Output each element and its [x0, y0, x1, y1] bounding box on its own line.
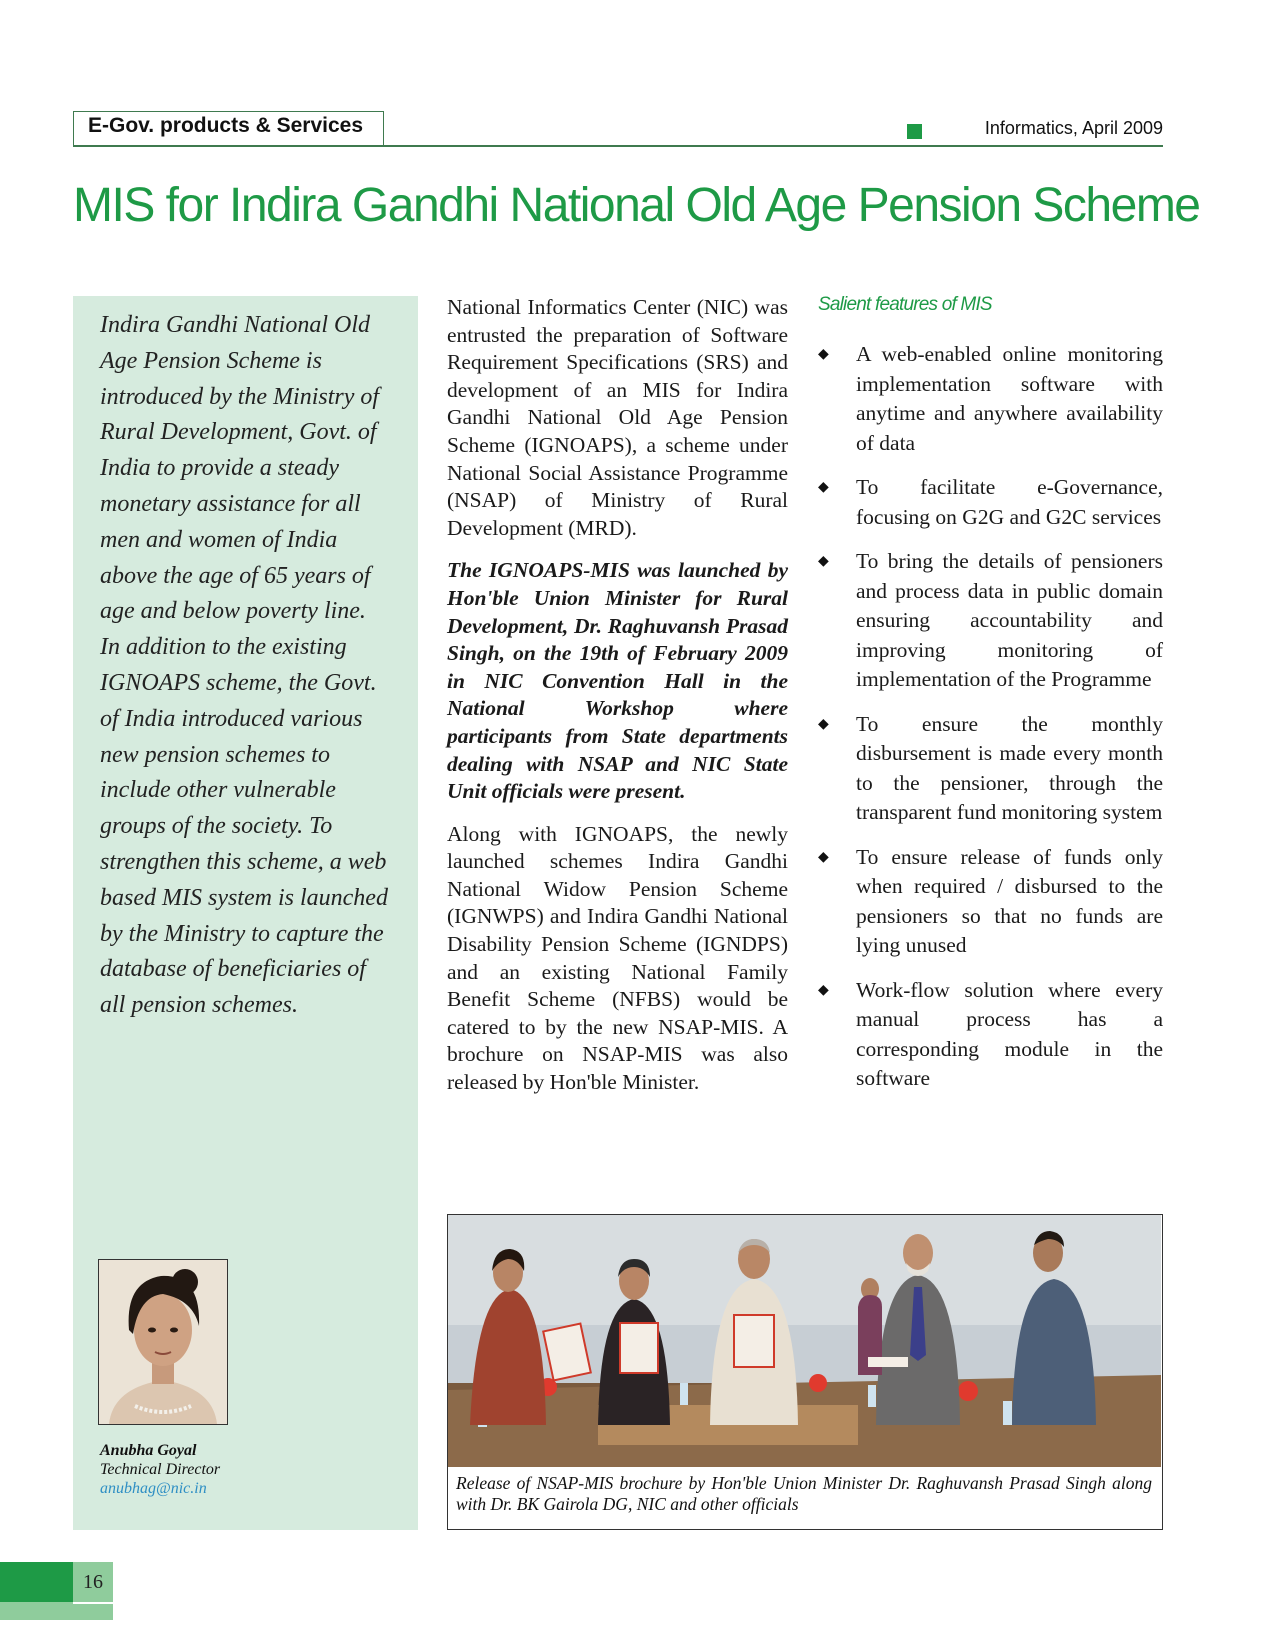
diamond-bullet-icon: ◆	[818, 480, 829, 495]
body-paragraph: National Informatics Center (NIC) was entrusted the preparation of Software Requirement Specifications (SRS) and development of an MIS for Indira Gandhi National Old Age Pension Scheme (IGNOAPS), a scheme under National Social Assistance Programme (NSAP) of Ministry of Rural Development (MRD).	[447, 295, 788, 540]
feature-text: To facilitate e-Governance, focusing on G2G and G2C services	[856, 475, 1163, 529]
photo-figure	[447, 1214, 1163, 1530]
feature-text: Work-flow solution where every manual process has a corresponding module in the software	[856, 977, 1163, 1090]
feature-text: A web-enabled online monitoring implementation software with anytime and anywhere availability of data	[856, 342, 1163, 455]
header-square-marker	[907, 124, 922, 139]
feature-item	[818, 976, 1163, 1094]
diamond-bullet-icon: ◆	[818, 347, 829, 362]
body-paragraph: Along with IGNOAPS, the newly launched schemes Indira Gandhi National Widow Pension Scheme (IGNWPS) and Indira Gandhi National Disability Pension Scheme (IGNDPS) and an existing National Family Benefit Scheme (NFBS) would be catered to by the new NSAP-MIS. A brochure on NSAP-MIS was also released by Hon'ble Minister.	[447, 821, 788, 1095]
author-email-link[interactable]: anubhag@nic.in	[100, 1480, 207, 1497]
feature-item	[818, 340, 1163, 458]
feature-text: To ensure the monthly disbursement is made every month to the pensioner, through the transparent fund monitoring system	[856, 711, 1163, 824]
feature-text: To bring the details of pensioners and process data in public domain ensuring accountability and improving monitoring of implementation of the Programme	[856, 549, 1163, 691]
feature-item	[818, 843, 1163, 961]
feature-item	[818, 473, 1163, 532]
features-heading: Salient features of MIS	[818, 294, 992, 315]
footer-light-block	[73, 1604, 113, 1620]
diamond-bullet-icon: ◆	[818, 554, 829, 569]
diamond-bullet-icon: ◆	[818, 982, 829, 998]
feature-text: To ensure release of funds only when required / disbursed to the pensioners so that no funds are lying unused	[856, 844, 1163, 957]
author-role: Technical Director	[100, 1461, 221, 1478]
diamond-bullet-icon: ◆	[818, 716, 829, 732]
diamond-bullet-icon: ◆	[818, 849, 829, 865]
event-photo	[448, 1215, 1161, 1467]
photo-caption: Release of NSAP-MIS brochure by Hon'ble Union Minister Dr. Raghuvansh Prasad Singh along with Dr. BK Gairola DG, NIC and other officials	[456, 1473, 1152, 1514]
author-name: Anubha Goyal	[100, 1442, 197, 1459]
header-rule	[73, 145, 1163, 147]
page-number: 16	[73, 1562, 113, 1602]
sidebar-intro: Indira Gandhi National Old Age Pension Scheme is introduced by the Ministry of Rural Development, Govt. of India to provide a steady monetary assistance for all men and women of India above the age of 65 years of age and below poverty line. In addition to the existing IGNOAPS scheme, the Govt. of India introduced various new pension schemes to include other vulnerable groups of the society. To strengthen this scheme, a web based MIS system is launched by the Ministry to capture the database of beneficiaries of all pension schemes.	[100, 312, 388, 1019]
features-list	[818, 340, 1163, 1109]
author-portrait-image	[99, 1260, 227, 1424]
feature-item	[818, 710, 1163, 828]
article-title: MIS for Indira Gandhi National Old Age Pension Scheme	[73, 179, 1200, 232]
feature-item	[818, 547, 1163, 695]
brochure-release-image	[448, 1215, 1161, 1467]
sidebar	[73, 296, 418, 1530]
issue-label: Informatics, April 2009	[984, 118, 1163, 138]
launch-paragraph: The IGNOAPS-MIS was launched by Hon'ble Union Minister for Rural Development, Dr. Raghuvansh Prasad Singh, on the 19th of February 2009 in NIC Convention Hall in the National Workshop where participants from State departments dealing with NSAP and NIC State Unit officials were present.	[447, 558, 788, 804]
section-tag: E-Gov. products & Services	[73, 111, 384, 145]
author-photo	[98, 1259, 228, 1425]
footer-light-block	[0, 1602, 73, 1620]
body-column	[447, 294, 788, 1112]
